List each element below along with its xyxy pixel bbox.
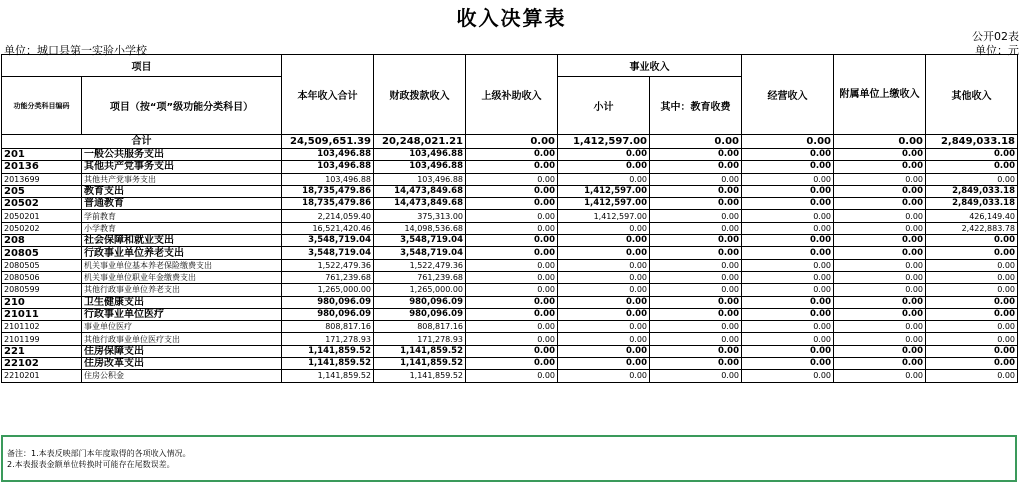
row-value: 0.00 [650, 370, 742, 382]
row-value: 0.00 [558, 308, 650, 320]
row-code: 2050202 [2, 222, 82, 234]
row-value: 0.00 [742, 358, 834, 370]
row-value: 0.00 [742, 173, 834, 185]
row-value: 0.00 [834, 210, 926, 222]
row-value: 0.00 [834, 161, 926, 173]
row-value: 0.00 [466, 345, 558, 357]
page-title: 收入决算表 [456, 6, 567, 30]
row-value: 0.00 [834, 358, 926, 370]
row-value: 0.00 [558, 345, 650, 357]
row-value: 0.00 [466, 370, 558, 382]
row-value: 0.00 [466, 185, 558, 197]
row-value: 0.00 [742, 235, 834, 247]
row-value: 0.00 [926, 370, 1018, 382]
row-name: 其他共产党事务支出 [82, 173, 282, 185]
header-subtotal: 小计 [558, 77, 650, 135]
table-row [2, 271, 1018, 283]
row-value: 0.00 [466, 173, 558, 185]
row-value: 14,473,849.68 [374, 185, 466, 197]
row-value: 0.00 [742, 210, 834, 222]
row-value: 103,496.88 [282, 173, 374, 185]
table-row [2, 333, 1018, 345]
row-value: 0.00 [926, 321, 1018, 333]
row-value: 1,265,000.00 [282, 284, 374, 296]
row-value: 0.00 [742, 271, 834, 283]
row-value: 0.00 [558, 173, 650, 185]
row-code: 2080599 [2, 284, 82, 296]
total-row [2, 135, 1018, 149]
table-row [2, 173, 1018, 185]
row-value: 0.00 [926, 235, 1018, 247]
row-code: 20136 [2, 161, 82, 173]
total-value: 24,509,651.39 [282, 135, 374, 149]
table-row [2, 321, 1018, 333]
row-value: 0.00 [742, 149, 834, 161]
row-value: 1,141,859.52 [374, 358, 466, 370]
header-item-name: 项目（按“项”级功能分类科目） [82, 77, 282, 135]
header-item: 项目 [2, 55, 282, 77]
row-code: 21011 [2, 308, 82, 320]
row-value: 0.00 [926, 271, 1018, 283]
row-value: 18,735,479.86 [282, 198, 374, 210]
row-value: 0.00 [558, 321, 650, 333]
header-operating: 经营收入 [742, 55, 834, 135]
row-value: 0.00 [650, 296, 742, 308]
row-value: 16,521,420.46 [282, 222, 374, 234]
row-value: 0.00 [742, 247, 834, 259]
row-value: 0.00 [650, 173, 742, 185]
row-value: 0.00 [834, 198, 926, 210]
row-value: 0.00 [834, 149, 926, 161]
row-name: 住房公积金 [82, 370, 282, 382]
form-code: 公开02表 [972, 30, 1019, 43]
row-value: 0.00 [650, 259, 742, 271]
row-value: 0.00 [558, 358, 650, 370]
row-value: 2,214,059.40 [282, 210, 374, 222]
row-value: 0.00 [466, 284, 558, 296]
row-value: 0.00 [558, 222, 650, 234]
row-value: 0.00 [742, 296, 834, 308]
row-code: 2101199 [2, 333, 82, 345]
row-value: 1,141,859.52 [282, 370, 374, 382]
row-value: 0.00 [834, 321, 926, 333]
row-code: 210 [2, 296, 82, 308]
row-value: 808,817.16 [282, 321, 374, 333]
row-value: 761,239.68 [374, 271, 466, 283]
row-value: 0.00 [466, 161, 558, 173]
row-value: 0.00 [466, 308, 558, 320]
row-name: 行政事业单位医疗 [82, 308, 282, 320]
row-value: 0.00 [834, 235, 926, 247]
row-value: 0.00 [558, 235, 650, 247]
row-name: 普通教育 [82, 198, 282, 210]
row-value: 103,496.88 [282, 161, 374, 173]
row-value: 0.00 [466, 259, 558, 271]
row-value: 2,422,883.78 [926, 222, 1018, 234]
row-value: 0.00 [466, 235, 558, 247]
row-code: 221 [2, 345, 82, 357]
row-code: 20502 [2, 198, 82, 210]
row-value: 0.00 [650, 161, 742, 173]
row-value: 0.00 [558, 259, 650, 271]
row-value: 980,096.09 [374, 296, 466, 308]
row-value: 0.00 [834, 259, 926, 271]
row-value: 0.00 [466, 149, 558, 161]
table-row [2, 370, 1018, 382]
row-value: 0.00 [742, 284, 834, 296]
row-value: 1,412,597.00 [558, 210, 650, 222]
row-value: 0.00 [926, 173, 1018, 185]
row-value: 0.00 [742, 370, 834, 382]
row-value: 1,412,597.00 [558, 185, 650, 197]
row-code: 2013699 [2, 173, 82, 185]
total-value: 2,849,033.18 [926, 135, 1018, 149]
row-value: 1,522,479.36 [282, 259, 374, 271]
unit-label: 单位：城口县第一实验小学校 [4, 44, 147, 57]
row-value: 0.00 [466, 198, 558, 210]
row-code: 208 [2, 235, 82, 247]
row-value: 0.00 [650, 271, 742, 283]
total-value: 0.00 [466, 135, 558, 149]
row-name: 教育支出 [82, 185, 282, 197]
row-value: 0.00 [466, 247, 558, 259]
row-value: 0.00 [558, 333, 650, 345]
row-code: 2050201 [2, 210, 82, 222]
row-value: 0.00 [650, 247, 742, 259]
row-value: 1,265,000.00 [374, 284, 466, 296]
row-value: 103,496.88 [374, 161, 466, 173]
row-value: 980,096.09 [282, 308, 374, 320]
row-name: 小学教育 [82, 222, 282, 234]
row-name: 住房改革支出 [82, 358, 282, 370]
row-value: 0.00 [466, 333, 558, 345]
row-value: 980,096.09 [374, 308, 466, 320]
note-line: 备注：1.本表反映部门本年度取得的各项收入情况。 [7, 449, 191, 458]
row-code: 201 [2, 149, 82, 161]
row-value: 0.00 [650, 235, 742, 247]
row-value: 0.00 [650, 222, 742, 234]
table-row [2, 308, 1018, 320]
row-value: 0.00 [558, 161, 650, 173]
row-value: 0.00 [834, 333, 926, 345]
row-value: 3,548,719.04 [282, 235, 374, 247]
row-value: 3,548,719.04 [282, 247, 374, 259]
header-other: 其他收入 [926, 55, 1018, 135]
row-value: 0.00 [742, 222, 834, 234]
table-row [2, 210, 1018, 222]
row-value: 0.00 [926, 149, 1018, 161]
row-name: 行政事业单位养老支出 [82, 247, 282, 259]
header-func-code: 功能分类科目编码 [2, 77, 82, 135]
row-value: 3,548,719.04 [374, 247, 466, 259]
row-value: 0.00 [834, 247, 926, 259]
row-value: 0.00 [834, 308, 926, 320]
row-value: 0.00 [926, 358, 1018, 370]
row-name: 其他行政事业单位医疗支出 [82, 333, 282, 345]
row-value: 0.00 [558, 149, 650, 161]
row-name: 机关事业单位职业年金缴费支出 [82, 271, 282, 283]
table-row [2, 235, 1018, 247]
row-value: 0.00 [650, 345, 742, 357]
row-value: 0.00 [466, 222, 558, 234]
row-value: 0.00 [742, 321, 834, 333]
table-row [2, 222, 1018, 234]
row-value: 14,473,849.68 [374, 198, 466, 210]
row-value: 0.00 [558, 284, 650, 296]
row-code: 205 [2, 185, 82, 197]
row-value: 0.00 [926, 345, 1018, 357]
row-value: 0.00 [742, 185, 834, 197]
row-value: 1,412,597.00 [558, 198, 650, 210]
row-code: 20805 [2, 247, 82, 259]
table-row [2, 284, 1018, 296]
row-value: 808,817.16 [374, 321, 466, 333]
row-value: 1,522,479.36 [374, 259, 466, 271]
row-value: 0.00 [926, 333, 1018, 345]
row-value: 0.00 [466, 321, 558, 333]
row-value: 0.00 [834, 296, 926, 308]
row-name: 社会保障和就业支出 [82, 235, 282, 247]
header-superior: 上级补助收入 [466, 55, 558, 135]
row-value: 0.00 [834, 284, 926, 296]
row-value: 0.00 [466, 210, 558, 222]
row-value: 0.00 [650, 333, 742, 345]
row-name: 其他行政事业单位养老支出 [82, 284, 282, 296]
total-value: 1,412,597.00 [558, 135, 650, 149]
row-value: 0.00 [742, 308, 834, 320]
row-value: 1,141,859.52 [374, 345, 466, 357]
row-value: 0.00 [926, 259, 1018, 271]
row-value: 0.00 [742, 161, 834, 173]
row-value: 0.00 [558, 247, 650, 259]
row-code: 2080505 [2, 259, 82, 271]
row-value: 0.00 [742, 345, 834, 357]
row-value: 0.00 [558, 271, 650, 283]
total-value: 0.00 [834, 135, 926, 149]
row-name: 一般公共服务支出 [82, 149, 282, 161]
row-value: 2,849,033.18 [926, 185, 1018, 197]
row-value: 0.00 [834, 271, 926, 283]
table-row [2, 161, 1018, 173]
row-value: 0.00 [742, 333, 834, 345]
row-name: 事业单位医疗 [82, 321, 282, 333]
row-value: 0.00 [834, 370, 926, 382]
total-label: 合计 [2, 135, 282, 149]
row-value: 0.00 [558, 296, 650, 308]
table-row [2, 345, 1018, 357]
table-row [2, 247, 1018, 259]
row-name: 其他共产党事务支出 [82, 161, 282, 173]
row-value: 0.00 [834, 185, 926, 197]
header-education-fee: 其中：教育收费 [650, 77, 742, 135]
total-value: 0.00 [650, 135, 742, 149]
currency-label: 单位：元 [975, 44, 1019, 57]
header-business: 事业收入 [558, 55, 742, 77]
note-line: 2.本表报表金额单位转换时可能存在尾数误差。 [7, 460, 175, 469]
row-value: 0.00 [466, 358, 558, 370]
header-fiscal: 财政拨款收入 [374, 55, 466, 135]
row-value: 0.00 [650, 284, 742, 296]
row-value: 0.00 [926, 284, 1018, 296]
row-value: 0.00 [926, 247, 1018, 259]
header-affiliated: 附属单位上缴收入 [834, 55, 926, 135]
row-value: 1,141,859.52 [282, 345, 374, 357]
row-value: 0.00 [742, 259, 834, 271]
row-value: 2,849,033.18 [926, 198, 1018, 210]
row-value: 980,096.09 [282, 296, 374, 308]
row-value: 761,239.68 [282, 271, 374, 283]
row-name: 卫生健康支出 [82, 296, 282, 308]
row-value: 0.00 [834, 222, 926, 234]
total-value: 0.00 [742, 135, 834, 149]
row-code: 2101102 [2, 321, 82, 333]
row-code: 22102 [2, 358, 82, 370]
row-code: 2080506 [2, 271, 82, 283]
row-name: 机关事业单位基本养老保险缴费支出 [82, 259, 282, 271]
row-value: 0.00 [650, 210, 742, 222]
header-total-income: 本年收入合计 [282, 55, 374, 135]
row-value: 0.00 [834, 173, 926, 185]
table-row [2, 198, 1018, 210]
table-row [2, 259, 1018, 271]
row-value: 103,496.88 [374, 149, 466, 161]
row-value: 0.00 [650, 185, 742, 197]
row-value: 14,098,536.68 [374, 222, 466, 234]
row-value: 103,496.88 [282, 149, 374, 161]
row-value: 0.00 [834, 345, 926, 357]
row-value: 1,141,859.52 [374, 370, 466, 382]
row-value: 0.00 [926, 161, 1018, 173]
row-value: 0.00 [650, 308, 742, 320]
row-value: 103,496.88 [374, 173, 466, 185]
row-name: 学前教育 [82, 210, 282, 222]
table-row [2, 185, 1018, 197]
row-value: 0.00 [650, 358, 742, 370]
income-table [1, 54, 1018, 383]
table-row [2, 149, 1018, 161]
row-value: 0.00 [466, 271, 558, 283]
row-value: 171,278.93 [282, 333, 374, 345]
row-value: 0.00 [926, 308, 1018, 320]
row-value: 3,548,719.04 [374, 235, 466, 247]
row-value: 426,149.40 [926, 210, 1018, 222]
total-value: 20,248,021.21 [374, 135, 466, 149]
row-value: 1,141,859.52 [282, 358, 374, 370]
row-value: 0.00 [926, 296, 1018, 308]
row-value: 0.00 [650, 198, 742, 210]
row-value: 18,735,479.86 [282, 185, 374, 197]
row-value: 171,278.93 [374, 333, 466, 345]
row-value: 0.00 [650, 321, 742, 333]
table-row [2, 358, 1018, 370]
row-value: 375,313.00 [374, 210, 466, 222]
row-value: 0.00 [650, 149, 742, 161]
notes-box [1, 435, 1017, 482]
table-row [2, 296, 1018, 308]
row-value: 0.00 [742, 198, 834, 210]
row-name: 住房保障支出 [82, 345, 282, 357]
row-value: 0.00 [466, 296, 558, 308]
row-code: 2210201 [2, 370, 82, 382]
row-value: 0.00 [558, 370, 650, 382]
